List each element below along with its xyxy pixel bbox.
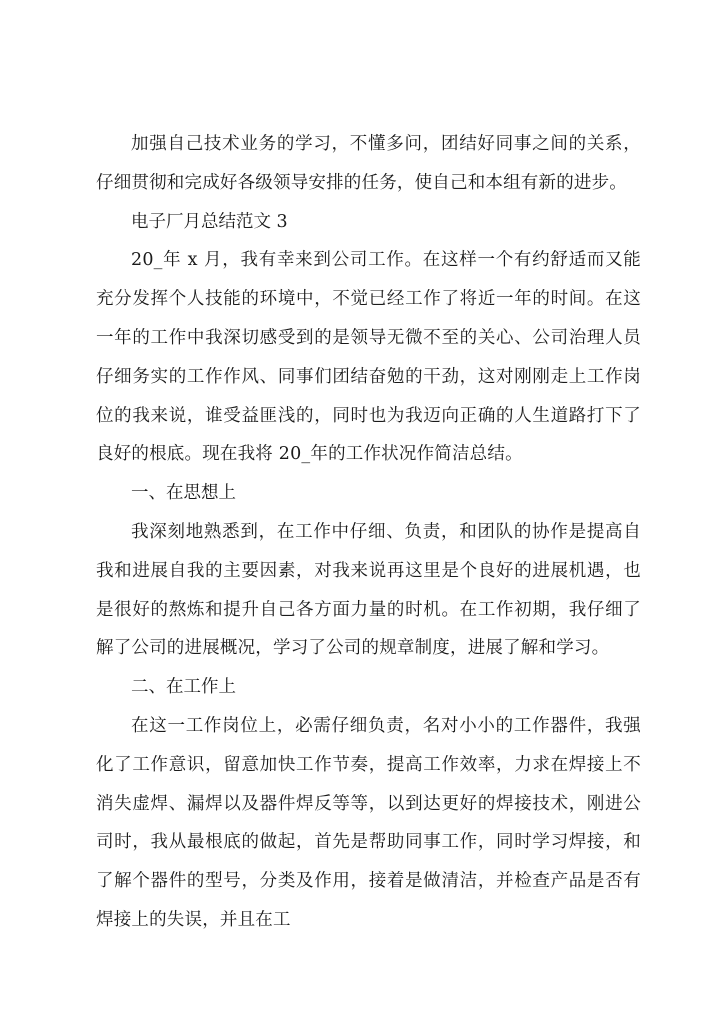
document-body xyxy=(96,125,641,940)
paragraph-thought: 我深刻地熟悉到，在工作中仔细、负责，和团队的协作是提高自我和进展自我的主要因素，对我来说再这里是个良好的进展机遇，也是很好的熬炼和提升自己各方面力量的时机。在工作初期，我仔细了解了公司的进展概况，学习了公司的规章制度，进展了解和学习。 xyxy=(96,521,641,659)
paragraph-introduction: 20_年 x 月，我有幸来到公司工作。在这样一个有约舒适而又能充分发挥个人技能的环境中，不觉已经工作了将近一年的时间。在这一年的工作中我深切感受到的是领导无微不至的关心、公司治理人员仔细务实的工作作风、同事们团结奋勉的干劲，这对刚刚走上工作岗位的我来说，谁受益匪浅的，同时也为我迈向正确的人生道路打下了良好的根底。现在我将 20_年的工作状况作简洁总结。 xyxy=(96,250,641,465)
paragraph-study-work: 加强自己技术业务的学习，不懂多问，团结好同事之间的关系，仔细贯彻和完成好各级领导安排的任务，使自己和本组有新的进步。 xyxy=(96,134,641,193)
heading-work: 二、在工作上 xyxy=(131,677,236,698)
section-title: 电子厂月总结范文 3 xyxy=(131,211,288,232)
paragraph-work: 在这一工作岗位上，必需仔细负责，名对小小的工作器件，我强化了工作意识，留意加快工作节奏，提高工作效率，力求在焊接上不消失虚焊、漏焊以及器件焊反等等，以到达更好的焊接技术，刚进公司时，我从最根底的做起，首先是帮助同事工作，同时学习焊接，和了解个器件的型号，分类及作用，接着是做清洁，并检查产品是否有焊接上的失误，并且在工 xyxy=(96,715,641,930)
heading-thought: 一、在思想上 xyxy=(131,483,236,504)
